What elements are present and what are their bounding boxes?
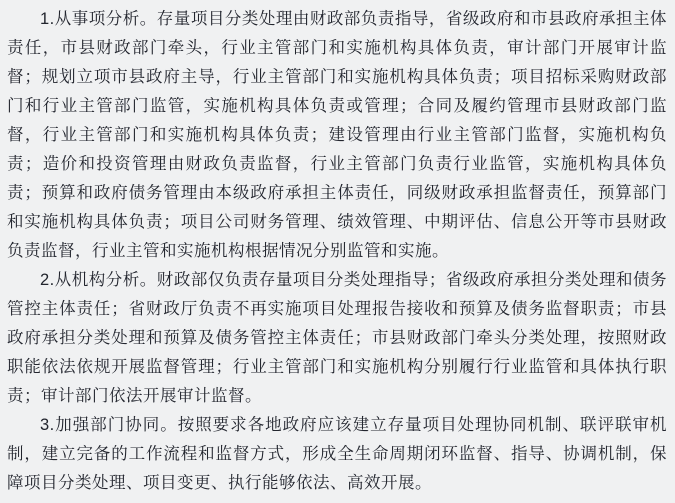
paragraph-1-item-analysis: 1.从事项分析。存量项目分类处理由财政部负责指导，省级政府和市县政府承担主体责任，市县财政部门牵头，行业主管部门和实施机构具体负责，审计部门开展审计监督；规划立项市县政府主导，行业主管部门和实施机构具体负责；项目招标采购财政部门和行业主管部门监管，实施机构具体负责或管理；合同及履约管理市县财政部门监督，行业主管部门和实施机构具体负责；建设管理由行业主管部门监督，实施机构负责；造价和投资管理由财政负责监督，行业主管部门负责行业监管，实施机构具体负责；预算和政府债务管理由本级政府承担主体责任，同级财政承担监督责任，预算部门和实施机构具体负责；项目公司财务管理、绩效管理、中期评估、信息公开等市县财政负责监督，行业主管和实施机构根据情况分别监管和实施。: [7, 10, 667, 260]
paragraph-3-department-coordination: 3.加强部门协同。按照要求各地政府应该建立存量项目处理协同机制、联评联审机制，建立完备的工作流程和监督方式，形成全生命周期闭环监督、指导、协调机制，保障项目分类处理、项目变更、执行能够依法、高效开展。: [7, 416, 667, 492]
paragraph-2-organization-analysis: 2.从机构分析。财政部仅负责存量项目分类处理指导；省级政府承担分类处理和债务管控主体责任；省财政厅负责不再实施项目处理报告接收和预算及债务监督职责；市县政府承担分类处理和预算及债务管控主体责任；市县财政部门牵头分类处理，按照财政职能依法依规开展监督管理；行业主管部门和实施机构分别履行行业监管和具体执行职责；审计部门依法开展审计监督。: [7, 271, 667, 405]
